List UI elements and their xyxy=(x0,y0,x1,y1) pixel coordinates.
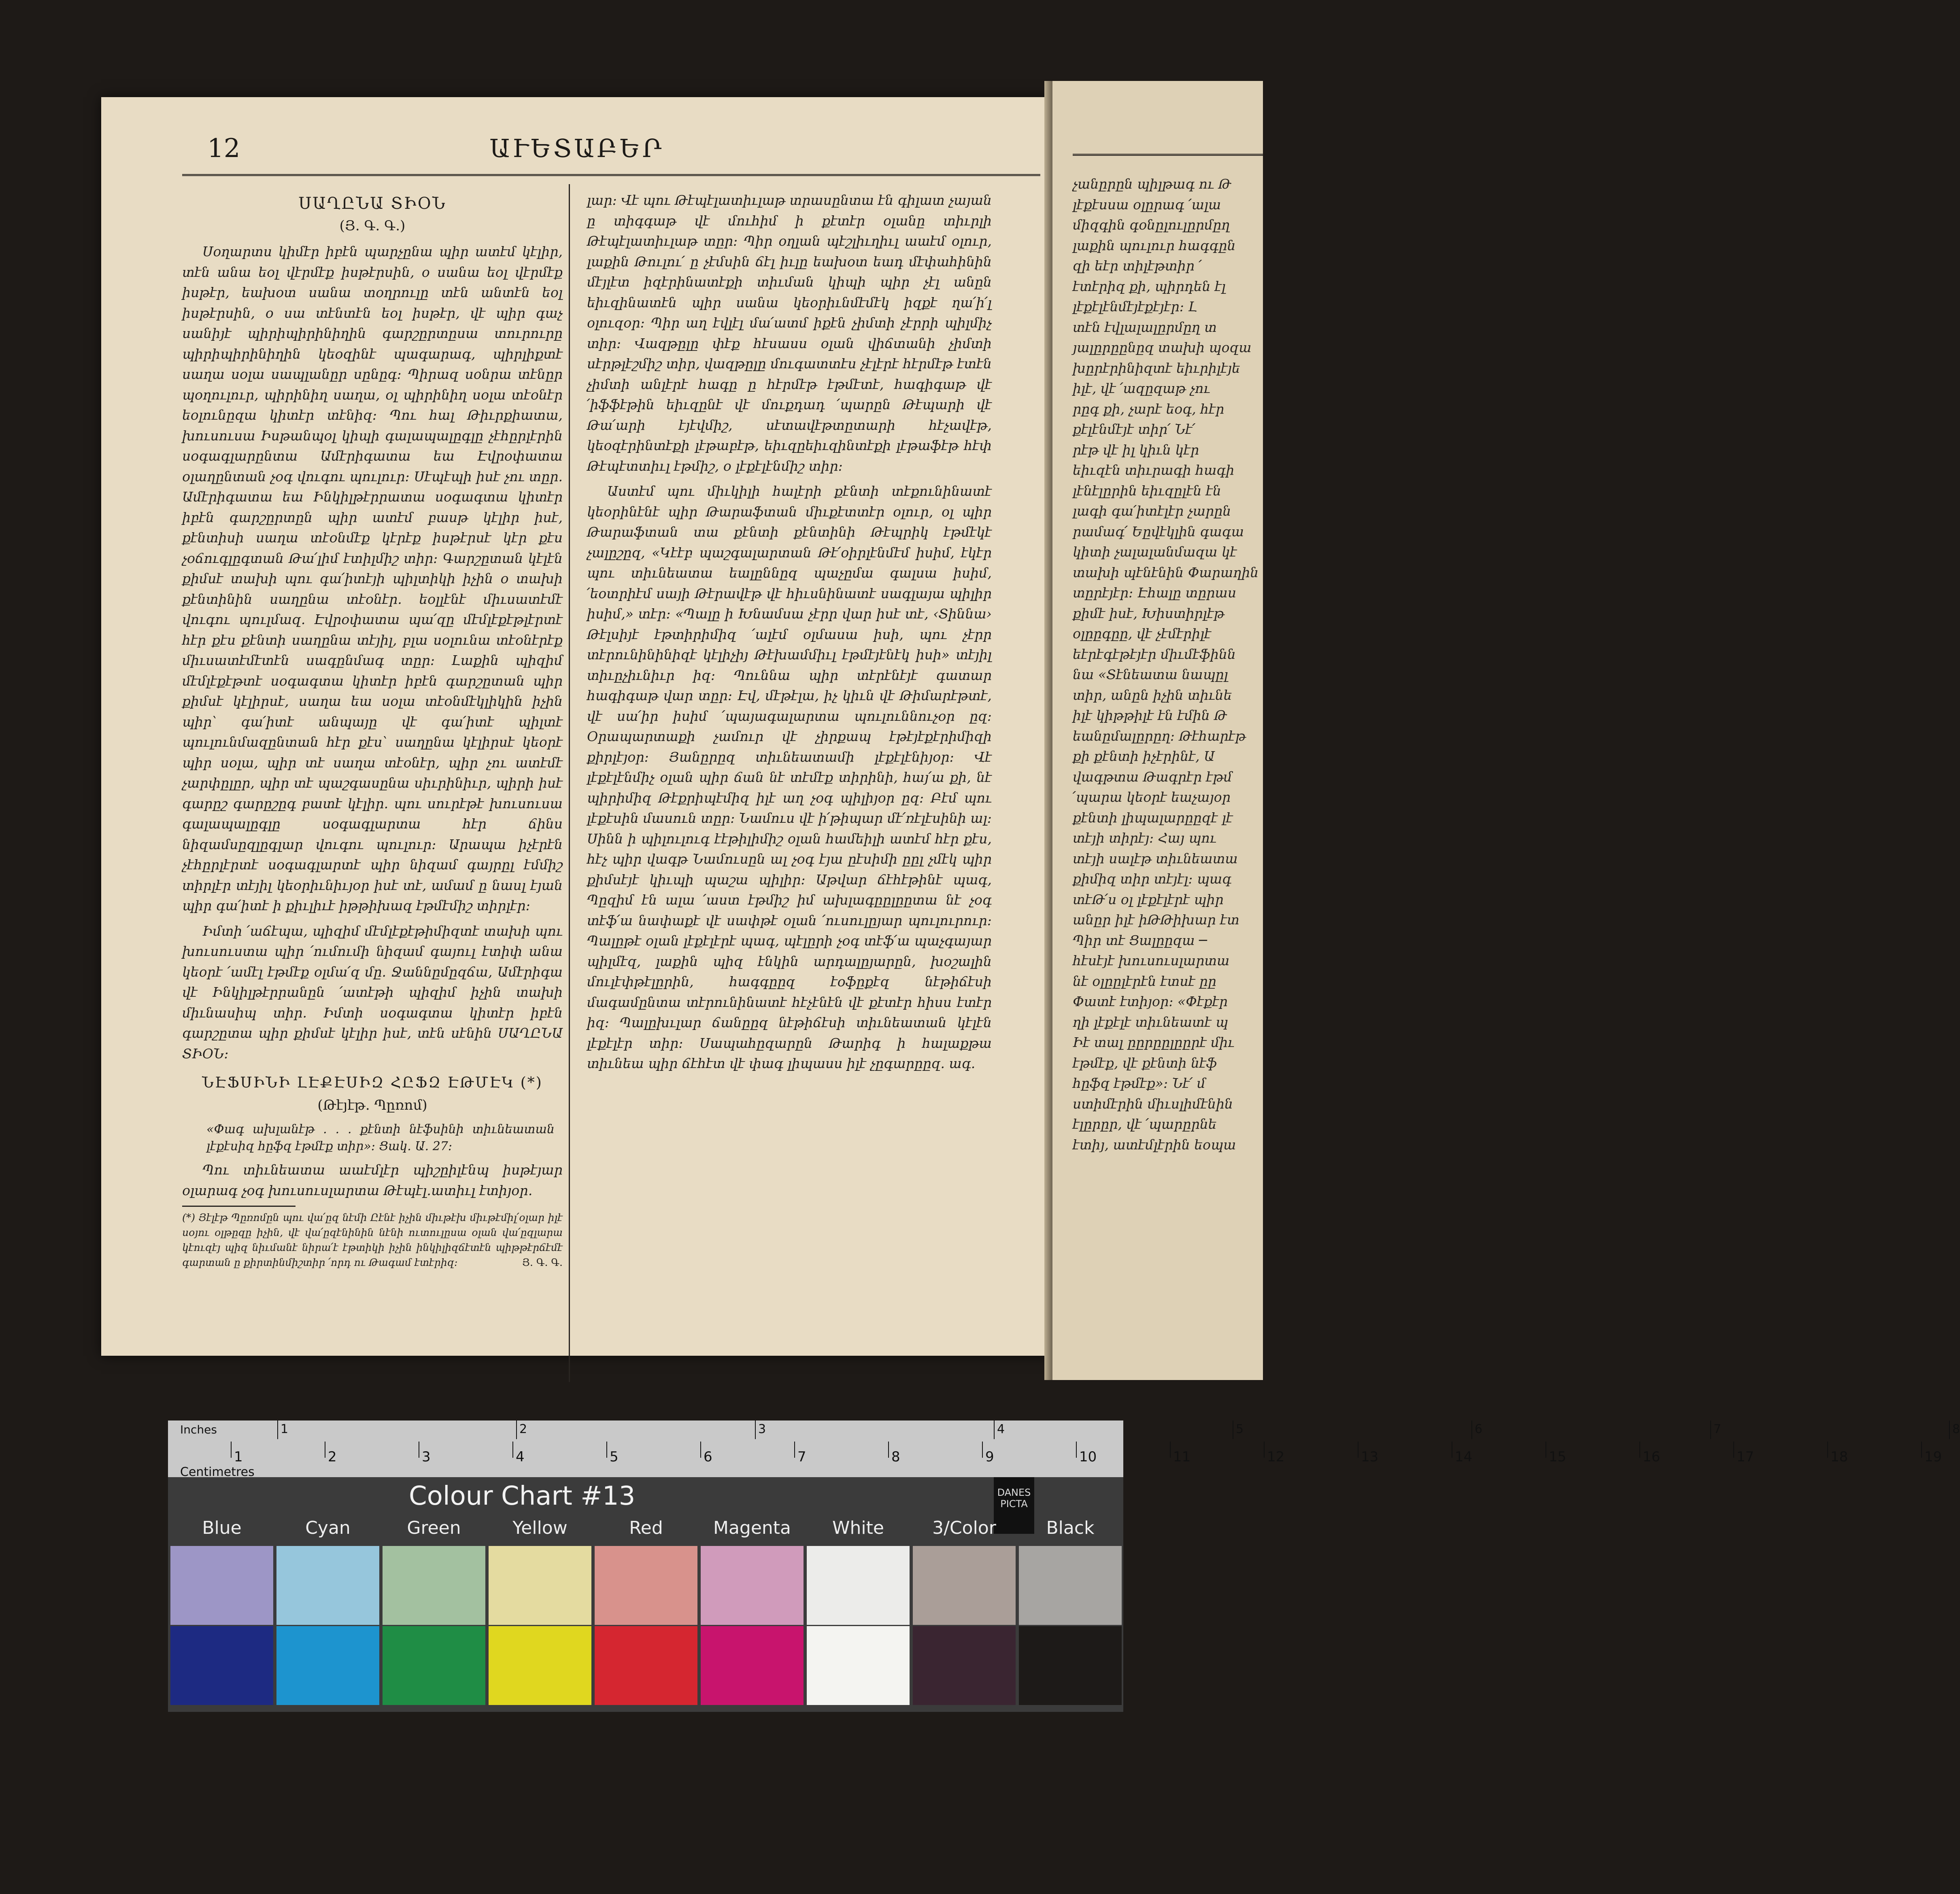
cm-tick xyxy=(888,1442,889,1458)
cm-tick-label: 6 xyxy=(704,1449,712,1465)
swatch-solid xyxy=(383,1626,485,1705)
footnote-rule xyxy=(182,1206,295,1207)
cm-tick-label: 3 xyxy=(422,1449,431,1465)
inch-tick-label: 8 xyxy=(1952,1422,1960,1436)
text-line: եիւզէն տիւրագի հագի xyxy=(1073,462,1235,478)
inch-tick-label: 3 xyxy=(758,1422,766,1436)
text-line: նա «Տէնեատա նապըլ xyxy=(1073,667,1228,682)
swatch-label: 3/Color xyxy=(932,1518,996,1538)
epigraph: «Փագ ախլանէթ . . . քէնտի նէֆսինի տիւնեատան լէքէսիզ հըֆզ էթմէք տիր»։ Ցակ. Ա. 27։ xyxy=(206,1122,555,1153)
text-line: եէրէգէթէյէր միւմէֆինն xyxy=(1073,646,1236,662)
text-line: լէնէլըրին եիւզըլէն էն xyxy=(1073,482,1221,499)
cm-tick-label: 13 xyxy=(1361,1449,1379,1465)
footnote xyxy=(182,1210,563,1270)
running-head: ԱՒԵՏԱԲԵՐ xyxy=(489,134,664,163)
inch-tick-label: 7 xyxy=(1713,1422,1722,1436)
inch-tick-label: 6 xyxy=(1475,1422,1483,1436)
cm-tick-label: 16 xyxy=(1643,1449,1660,1465)
colour-chart-title: Colour Chart #13 xyxy=(409,1481,636,1511)
swatch-tint xyxy=(489,1546,591,1625)
colour-chart xyxy=(168,1420,1960,1712)
footnote-signature: Յ. Գ. Գ. xyxy=(522,1257,563,1268)
swatch-solid xyxy=(701,1626,804,1705)
inch-tick-label: 4 xyxy=(997,1422,1005,1436)
right-page-header-rule xyxy=(1073,154,1263,156)
swatch-solid xyxy=(489,1626,591,1705)
cm-tick xyxy=(700,1442,701,1458)
text-line: հէսէյէ խուսուսլարտա xyxy=(1073,953,1230,968)
header-rule xyxy=(182,174,1040,176)
text-line: տիր, անըն իչին տիւնե xyxy=(1073,687,1232,703)
swatch-label: White xyxy=(832,1518,884,1538)
text-line: Պիր տէ Ցալըըզա ─ xyxy=(1073,932,1207,948)
text-line: րըգ քի, չարէ եօգ, հէր xyxy=(1073,401,1224,417)
text-line: էտիյ, ատէմլէրին եօպա xyxy=(1073,1136,1236,1153)
ruler xyxy=(168,1420,1960,1479)
cm-tick-label: 11 xyxy=(1173,1449,1191,1465)
page-number: 12 xyxy=(207,134,240,163)
swatch-solid xyxy=(807,1626,910,1705)
text-line: րամագ՛ Եըվէկլին գագա xyxy=(1073,523,1244,539)
text-line: էլըրըր, վէ ՛պարըրնե xyxy=(1073,1116,1217,1132)
cm-tick xyxy=(231,1442,232,1458)
swatch-tint xyxy=(1019,1546,1122,1625)
left-column xyxy=(182,190,563,1356)
swatch-label: Black xyxy=(1046,1518,1095,1538)
inches-label: Inches xyxy=(180,1423,217,1436)
text-line: զի եէր տիլէթտիր ՛ xyxy=(1073,258,1202,274)
text-line: օլըըգըը, վէ չէմէրիլէ xyxy=(1073,626,1212,641)
footnote-text: (*) Յէլէթ Պըռոմըն պու վա՛ըզ նէմի Ըէնէ իչին միւթէխ միւթէմիլ՛օլար իլէ սօյու օլթըզը իչին, վէ վա՛ըզէնինին նէնի ուտուլըսա օլան վա՛ըզլարա կէուզէյ պիզ նիւմանէ նիրա՛է էթտիկի իչին ինկիլիզճէտէն պիթթէրճէմէ գարտան ը քիրտինմիշտիր ՛որդ ու Թագամ էտէրիզ։ xyxy=(182,1212,563,1268)
cm-tick xyxy=(1921,1442,1922,1458)
inch-tick xyxy=(755,1420,756,1439)
text-line: խըրէրինիզտէ եիւրիլէյե xyxy=(1073,360,1240,376)
inch-tick-label: 1 xyxy=(281,1422,289,1436)
swatch-solid xyxy=(1019,1626,1122,1705)
article-subtitle: (Յ. Գ. Գ.) xyxy=(339,217,406,234)
text-line: տէն էվլալալըրմըղ տ xyxy=(1073,319,1217,335)
article-paragraph: Աստէմ պու միւկիլի հալէրի քէնտի տէքունինատէ կեօրինէնէ պիր Թարաֆտան միւքէտտէր օլուր, օլ պիր Թարաֆտան տա քէնտի քէնտինի Թէպրիկ էթմէկէ չալըշըզ, «Կէէբ պաշգալարտան Թէ՛օիրլէնմէմ իսիմ, էկէր պու տիւնեատա եալըննըզ պաչըմա գալսա իսիմ, ՛եօտրիէմ սայի Թէրավէթ վէ հիւսնինատէ սագլայա պիլիր իսիմ,» տէր։ «Պալը ի Խնամսա չէրր վար իսէ տէ, ‹Տիննա› Թէլսիյէ էթտիրիմիզ ՛ալէմ օլմասա իսի, պու չէրր տէրունինինիզէ կէլիչիյ Թէխամմիւլ էթմէյէնէկ իսի» տէյիլ տիւըչիւնիւր իզ։ Պուննա պիր տէրէնէյէ գատար հագիգաթ վար տըր։ Էվ, մէթէլա, իչ կիւն վէ Թիմարէթտէ, վէ սա՛իր իսիմ ՛պայագալարտա պուլուննուչօր ըզ։ Օրապարտաքի չամուր վէ չիրքապ էթէյէքէրիմիզի քիրլէյօր։ Յանըրըզ տիւնեատամի լէքէլէնիյօր։ Վէ լէքէլէնմիչ օլան պիր ճան նէ տէմէք տիրինի, հայ՛ա քի, նէ պիրիմիզ Թէքրիպէմիզ իլէ աղ չօգ պիլիյօր ըզ։ Բէմ պու լէքէսին մասուն տըր։ Նամուս վէ ի՛թիպար մէ՛ռէլէսինի ալ։ Սինն ի պիլուլուգ էէթիլիմիշ օլան համեիլի ատէմ հէր քէս, հէչ պիր վագթ Նամուսըն ալ չօգ էյա ըէսիմի ըըլ չմէկ պիր քիմսէյէ կիւպի պաշա պիլիր։ Աթվար ճէհէթինէ պագ, Պըզիմ էն ալա ՛աստ էթմիշ իմ ախլագըըլըըտա նէ չօգ տէֆ՛ա նափաքէ վէ սափթէ օլան ՛ուսուլըյար պուլուրուր։ Պալըթէ օլան լէքէլէրէ պագ, պէլըրի չօգ տէֆ՛ա պաչգայար պիլմէզ, լաքին պիզ էնկին արդալըյարըն, խօշալին մուլէփթէլըրին, հագգըըզ էօֆըքէզ նէթիճէսի մագամընտա տէրունինատէ հէչէնէն վէ քէտէր հիսս էտէր իզ։ Պալըխւլար ճանըըզ նէթիճէսի տիւնեատան կէլէն լէքէլէր տիր։ Սապահըզարըն Թարիգ ի հալաքթա տիւնեա պիր ճէհէտ վէ փագ լիպասս իլէ չըգարըըզ. ագ. xyxy=(587,483,992,1071)
cm-tick-label: 12 xyxy=(1267,1449,1285,1465)
text-line: քէլէնմէյէ տիր՛ Նէ՛ xyxy=(1073,421,1195,437)
article-paragraph: Սօղարտս կիմէր իբէն պարչընա պիր ատէմ կէլիր, տէն անա եօլ վէրմէք իսթէրսին, օ սանա եօլ վէրմէք իսթէր, եախօտ սանա տօղրուլը տէն անտէն եօլ իսթէրսին, օ սա տէնտէն եօլ իսթէր, վէ պիր գաչ սանիյէ պիրիպիրինիղին գարշըրտըսա տուրուրը պիրիպիրինիղին կեօզինէ պագարագ, պիրլիքտէ սաղա սօլա սապլանըր սընըգ։ Պիրազ սօնրա տէնըր պօղուլուր, պիրինիղ սաղա, օլ պիրինիղ սօլա տէօնէր եօլունըզա կիտէր տէնիզ։ Պու հալ Թիւրքիատա, խուսուսա Իսթանպօլ կիպի գալապալըգլը չէհըրլէրին սօգագլարընտա Ամէրիգատա եա Էվրօփատա օլաղընտան չօգ վուգու պուլուր։ Սէպէպի իսէ չու տըր. Ամէրիգատա եա Ինկիլթէրրատա սօգագտա կիտէր իբէն գարշըրտըն պիր ատէմ բասթ կէլիր իսէ, քէնտիսի սաղա տէօնմէք կէրէք իսթէրսէ կէր քէս չօճուգլըգտան Թա՛լիմ էտիլմիշ տիր։ Գարշըտան կէլէն քիմսէ տախի պու գա՛իտէյի պիլտիկի իչին օ տախի քէնտինին սաղընա տէօնէր. եօլլէնէ միւսատէմէ վուգու պուլմազ. Էվրօփատա պա՛զը մէմլէքէթլէրտէ հէր քէս քէնտի սաղընա տէյիլ, բլա սօլունա տէօնէրէք միւսատէմէտէն սագընմագ տըր։ Լաքին պիզիմ մէմլէքէթտէ սօգագտա կիտէր իբէն գարշըտան պիր քիմսէ կէլիրսէ, սաղա եա սօլա տէօնմէկլիկին իչին պիր՝ գա՛իտէ անպայը վէ գա՛իտէ պիլտէ պուլունմազընտան հէր քէս՝ սաղընա կէլիրսէ կեօրէ պիր սօլա, պիր տէ սաղա տէօնէր, պիր չու ատէմէ չարփըլըր, պիր տէ պաշգասընա սիւրինիւր, պիրի իսէ գարըշ գարըշըգ բատէ կէլիր. պու սուրէթէ խուսուսա գալապալըգլը սօգագլարտա հէր ճինս նիզամսըզլըգլար վուգու պուլուր։ Արապա իչէրէն չէհըրլէրտէ սօգագլարտէ պիր նիզամ գայրըլ էմմիշ տիրլէր տէյիլ կեօրիւնիւյօր իսէ տէ, ամամ ը նասլ էյան պիր գա՛իտէ ի քիւլիւէ իթթիխազ էթմէմիշ տիրլէր։ xyxy=(182,244,563,913)
article-paragraph: լար։ Վէ պու Թէպէլատիւլաթ տրասընտա էն գիլատ չայան ը տիգգաթ վէ մուհիմ ի քէտէր օլանը տիւրլի Թէպէլատիւլաթ տըր։ Պիր օղլան պէշլիւղիւլ աաէմ օլուր, լաքին Թուլու՛ ը չէմսին ճէլ իւլը եախօտ եադ մէփահինին մէյլէտ իզէրինատէքի տիւման կիպի պիր չէլ անըն եիւզինատէն պիր սանա կեօրիւնմէմէկ իզքէ ղա՛ի՛լ օլուզօր։ Պիր աղ էվլէլ մա՛ատմ իքէն չիմտի չէրրի պիլմիչ տիր։ Վազթըլը փէք հէսասս օլան վիճտանի չիմտի սէրթլէշմիշ տիր, վազթըլը մուգատտէս չէլէրէ հէրմէթ էտէն չիմտի անլէրէ հագը ը հէրմէթ էթմէտէ, հագիգաթ վէ ՛իֆֆէթին եիւզընէ վէ մուքդադ ՛պարըն Թէպարի վէ Թա՛արի էյէվմիշ, սէտավէթտըտարի հէչավէթ, կեօզէրինտէքի լէթաբէթ, եիւզըեիւզինտէքի լէթաֆէթ հէփ Թէպէտտիւլ էթմիշ, օ լէքէլէնմիշ տիր։ xyxy=(587,192,992,474)
swatch-tint xyxy=(170,1546,273,1625)
text-line: լագի գա՛իտէլէր չարըն xyxy=(1073,503,1231,519)
inch-tick-label: 5 xyxy=(1236,1422,1244,1436)
cm-tick xyxy=(1827,1442,1828,1458)
swatch-label: Magenta xyxy=(713,1518,791,1538)
swatch-label: Green xyxy=(407,1518,461,1538)
text-line: իլէ, վէ ՛ազըզաթ չու xyxy=(1073,380,1210,396)
cm-tick xyxy=(1639,1442,1640,1458)
article-title: ՆԷՖՍԻՆԻ ԼԷՔԷՍԻԶ ՀԸՖԶ ԷԹՄԷԿ (*) xyxy=(202,1074,543,1091)
cm-tick xyxy=(512,1442,513,1458)
text-line: Իէ տալ ըըրըըլըըրէ միւ xyxy=(1073,1034,1235,1050)
inch-tick xyxy=(277,1420,278,1439)
inch-tick xyxy=(1471,1420,1472,1439)
cm-tick-label: 7 xyxy=(797,1449,806,1465)
inch-tick xyxy=(1949,1420,1950,1439)
text-line: տէյի սալէթ տիւնեատա xyxy=(1073,850,1238,866)
swatch-solid xyxy=(595,1626,697,1705)
cm-tick xyxy=(606,1442,607,1458)
text-line: տախի պէնէնին Փարաղին xyxy=(1073,564,1259,580)
cm-tick-label: 15 xyxy=(1549,1449,1567,1465)
swatch-label: Cyan xyxy=(305,1518,351,1538)
cm-tick-label: 8 xyxy=(891,1449,900,1465)
cm-tick xyxy=(1076,1442,1077,1458)
article-paragraph: Պու տիւնեատա աաէմլէր պիշըիլէնպ իսթէյար օլարագ չօգ խուսուսլարտա Թէպէլ․ատիւլ էտիյօր․ xyxy=(182,1162,563,1198)
swatch-label: Red xyxy=(629,1518,663,1538)
text-line: տէԹ՛ս օլ լէքէլէրէ պիր xyxy=(1073,891,1224,907)
text-line: քիմէ իսէ, Խիստիրլէթ xyxy=(1073,605,1224,621)
danes-picta-logo: DANES PICTA xyxy=(994,1477,1034,1534)
text-line: էտէրիզ քի, պիրդեն էլ xyxy=(1073,278,1226,294)
cm-tick-label: 5 xyxy=(610,1449,619,1465)
swatch-label: Blue xyxy=(202,1518,242,1538)
column-rule xyxy=(569,184,570,1382)
cm-tick-label: 10 xyxy=(1079,1449,1097,1465)
swatch-tint xyxy=(276,1546,379,1625)
cm-tick-label: 19 xyxy=(1924,1449,1942,1465)
text-line: անըր իլէ իԹԹիխար էտ xyxy=(1073,912,1239,928)
left-page xyxy=(101,97,1052,1356)
text-line: րէթ վէ իլ կիւն կէր xyxy=(1073,442,1199,458)
cm-tick-label: 1 xyxy=(234,1449,243,1465)
inch-tick xyxy=(1710,1420,1711,1439)
text-line: քէնտի լիպալարըըզէ լէ xyxy=(1073,809,1233,826)
swatch-tint xyxy=(807,1546,910,1625)
swatch-solid xyxy=(913,1626,1016,1705)
text-line: տըրէյէր։ Էհալը տըրաս xyxy=(1073,585,1237,601)
swatch-tint xyxy=(383,1546,485,1625)
inch-tick xyxy=(516,1420,517,1439)
swatch-tint xyxy=(913,1546,1016,1625)
text-line: ղի լէքէլէ տիւնեատէ պ xyxy=(1073,1014,1229,1030)
text-line: Փատէ էտիյօր։ «Փէքէր xyxy=(1073,994,1228,1009)
text-line: յալըրըընըզ տախի պօզա xyxy=(1073,340,1252,355)
right-page-text xyxy=(1073,174,1263,1348)
cm-tick-label: 2 xyxy=(328,1449,337,1465)
cm-tick xyxy=(1545,1442,1546,1458)
swatch-tint xyxy=(595,1546,697,1625)
cm-tick-label: 9 xyxy=(985,1449,994,1465)
text-line: հըֆզ էթմէք»։ Նէ՛ մ xyxy=(1073,1075,1206,1091)
cm-tick-label: 17 xyxy=(1737,1449,1754,1465)
text-line: քիմիզ տիր տէյէլ։ պագ xyxy=(1073,871,1232,887)
swatch-label: Yellow xyxy=(512,1518,568,1538)
text-line: էթմէք, վէ քէնտի նէֆ xyxy=(1073,1055,1217,1071)
centimetres-label: Centimetres xyxy=(180,1465,255,1479)
swatch-solid xyxy=(276,1626,379,1705)
text-line: միզգին գօնըլուլըրմըղ xyxy=(1073,217,1230,233)
text-line: ստիմէրին միւսլիմէնին xyxy=(1073,1096,1233,1112)
text-line: կիտի չալալանմազա կէ xyxy=(1073,544,1237,560)
article-subtitle: (Թէյէթ․ Պըռոմ) xyxy=(317,1097,427,1113)
cm-tick-label: 14 xyxy=(1455,1449,1473,1465)
cm-tick xyxy=(982,1442,983,1458)
cm-tick xyxy=(1264,1442,1265,1458)
text-line: նէ օլըըլէրէն էտսէ ըը xyxy=(1073,973,1216,989)
cm-tick xyxy=(794,1442,795,1458)
text-line: լէքէլէնմէյէքէյէր։ Լ xyxy=(1073,299,1197,314)
text-line: ՛պարա կեօրէ եաչայօր xyxy=(1073,789,1231,805)
text-line: եանըմալըրըղ։ Թէհարէթ xyxy=(1073,728,1246,744)
cm-tick xyxy=(1170,1442,1171,1458)
cm-tick-label: 4 xyxy=(516,1449,525,1465)
cm-tick-label: 18 xyxy=(1830,1449,1848,1465)
inch-tick xyxy=(994,1420,995,1439)
article-paragraph: Իմտի ՛աճէպա, պիզիմ մէմլէքէթիմիզտէ տախի պու խուսուստա պիր ՛ումումի նիզամ գայուլ էտիփ անա կեօրէ ՛ամէլ էթմէք օլմա՛զ մը. Ջաննըմըզճա, Ամէրիգա վէ Ինկիլթէրրանըն ՛ատէթի պիզիմ իչին տախի միւնասիպ տիր. Իմտի սօգագտա կիտէր իբէն գարշըտա պիր քիմսէ կէլիր իսէ, տէն սէնին ՍԱՂԸՆԱ ՏԻՕՆ։ xyxy=(182,923,563,1062)
text-line: վագթտա Թագրէր էթմ xyxy=(1073,769,1232,785)
text-line: լաքին պուլուր հագգըն xyxy=(1073,237,1236,253)
text-line: քի քէնտի իչէրինէ, Ա xyxy=(1073,748,1215,764)
swatch-solid xyxy=(170,1626,273,1705)
text-line: լէքէսսա օլըրագ ՛ալա xyxy=(1073,196,1221,212)
right-column xyxy=(587,190,992,1364)
text-line: տէյի տիրէյ։ Հայ պու xyxy=(1073,830,1216,846)
inch-tick-label: 2 xyxy=(519,1422,527,1436)
cm-tick xyxy=(1733,1442,1734,1458)
text-line: չանըրըն պիլթագ ու Թ xyxy=(1073,176,1231,192)
swatch-tint xyxy=(701,1546,804,1625)
article-title: ՍԱՂԸՆԱ ՏԻՕՆ xyxy=(298,194,446,213)
text-line: իլէ կիթթիլէ էն էմին Թ xyxy=(1073,707,1227,723)
